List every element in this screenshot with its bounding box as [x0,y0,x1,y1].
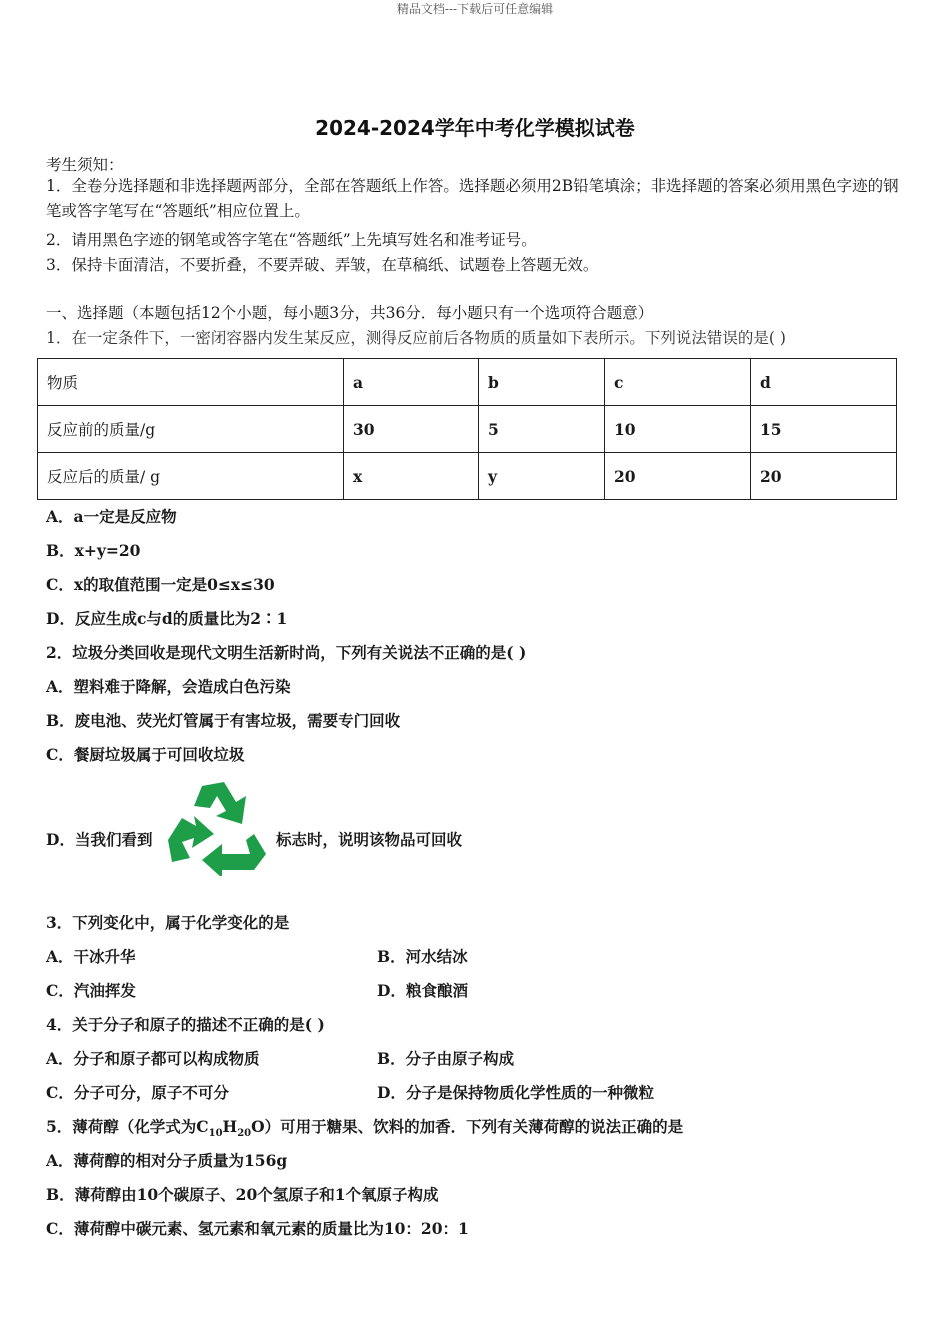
q5-option-c: C．薄荷醇中碳元素、氢元素和氧元素的质量比为10：20：1 [46,1219,469,1238]
q1-option-c: C．x的取值范围一定是0≤x≤30 [46,575,275,594]
question-2-stem: 2．垃圾分类回收是现代文明生活新时尚，下列有关说法不正确的是( ) [46,643,527,662]
q5-option-b: B．薄荷醇由10个碳原子、20个氢原子和1个氧原子构成 [46,1185,439,1204]
table-cell: 反应后的质量/ g [38,453,344,500]
table-cell: 反应前的质量/g [38,406,344,453]
table-row [38,453,897,500]
table-cell: d [751,359,897,406]
table-cell: 30 [344,406,479,453]
q4-option-b: B．分子由原子构成 [377,1049,515,1068]
q5-option-a: A．薄荷醇的相对分子质量为156g [46,1151,288,1170]
table-cell: a [344,359,479,406]
table-cell: b [479,359,605,406]
q3-option-a: A．干冰升华 [46,947,136,966]
table-cell: c [605,359,751,406]
q3-option-d: D．粮食酿酒 [377,981,468,1000]
mass-table [37,358,897,500]
table-cell: 20 [605,453,751,500]
header-note: 精品文档---下载后可任意编辑 [396,2,554,16]
table-cell: x [344,453,479,500]
page-title: 2024-2024学年中考化学模拟试卷 [315,116,635,140]
q5-sub-hydrogen: 20 [237,1128,252,1140]
instruction-item-1: 1．全卷分选择题和非选择题两部分，全部在答题纸上作答。选择题必须用2B铅笔填涂；非选择题的答案必须用黑色字迹的钢笔或答字笔写在“答题纸”相应位置上。 [46,177,899,220]
q5-stem-h: H [222,1117,238,1136]
question-1-stem: 1．在一定条件下，一密闭容器内发生某反应，测得反应前后各物质的质量如下表所示。下列说法错误的是( ) [46,329,786,347]
q1-option-a: A．a一定是反应物 [46,507,177,526]
q5-sub-carbon: 10 [208,1128,223,1140]
table-row [38,359,897,406]
q2-option-c: C．餐厨垃圾属于可回收垃圾 [46,745,245,764]
recycle-icon [162,778,274,876]
table-row [38,406,897,453]
table-cell: 5 [479,406,605,453]
q4-option-c: C．分子可分，原子不可分 [46,1083,229,1102]
table-cell: 15 [751,406,897,453]
q1-option-b: B．x+y=20 [46,541,141,560]
section-heading: 一、选择题（本题包括12个小题，每小题3分，共36分．每小题只有一个选项符合题意） [46,304,654,322]
instruction-item-3: 3．保持卡面清洁，不要折叠，不要弄破、弄皱，在草稿纸、试题卷上答题无效。 [46,256,599,274]
q5-stem-pre: 5．薄荷醇（化学式为C [46,1117,209,1136]
q3-option-c: C．汽油挥发 [46,981,136,1000]
q1-option-d: D．反应生成c与d的质量比为2∶1 [46,609,288,628]
q2-option-d-suffix: 标志时，说明该物品可回收 [276,830,463,849]
instructions-heading: 考生须知： [46,156,124,174]
table-cell: y [479,453,605,500]
table-cell: 20 [751,453,897,500]
q2-option-a: A．塑料难于降解，会造成白色污染 [46,677,291,696]
q2-option-b: B．废电池、荧光灯管属于有害垃圾，需要专门回收 [46,711,401,730]
question-3-stem: 3．下列变化中，属于化学变化的是 [46,913,290,932]
q2-option-d-prefix: D．当我们看到 [46,830,153,849]
instruction-item-2: 2．请用黑色字迹的钢笔或答字笔在“答题纸”上先填写姓名和准考证号。 [46,231,537,249]
q5-stem-post: O）可用于糖果、饮料的加香．下列有关薄荷醇的说法正确的是 [251,1117,684,1136]
q4-option-a: A．分子和原子都可以构成物质 [46,1049,260,1068]
q4-option-d: D．分子是保持物质化学性质的一种微粒 [377,1083,654,1102]
table-cell: 10 [605,406,751,453]
q3-option-b: B．河水结冰 [377,947,468,966]
question-4-stem: 4．关于分子和原子的描述不正确的是( ) [46,1015,325,1034]
question-5-stem [46,1115,683,1139]
table-cell: 物质 [38,359,344,406]
